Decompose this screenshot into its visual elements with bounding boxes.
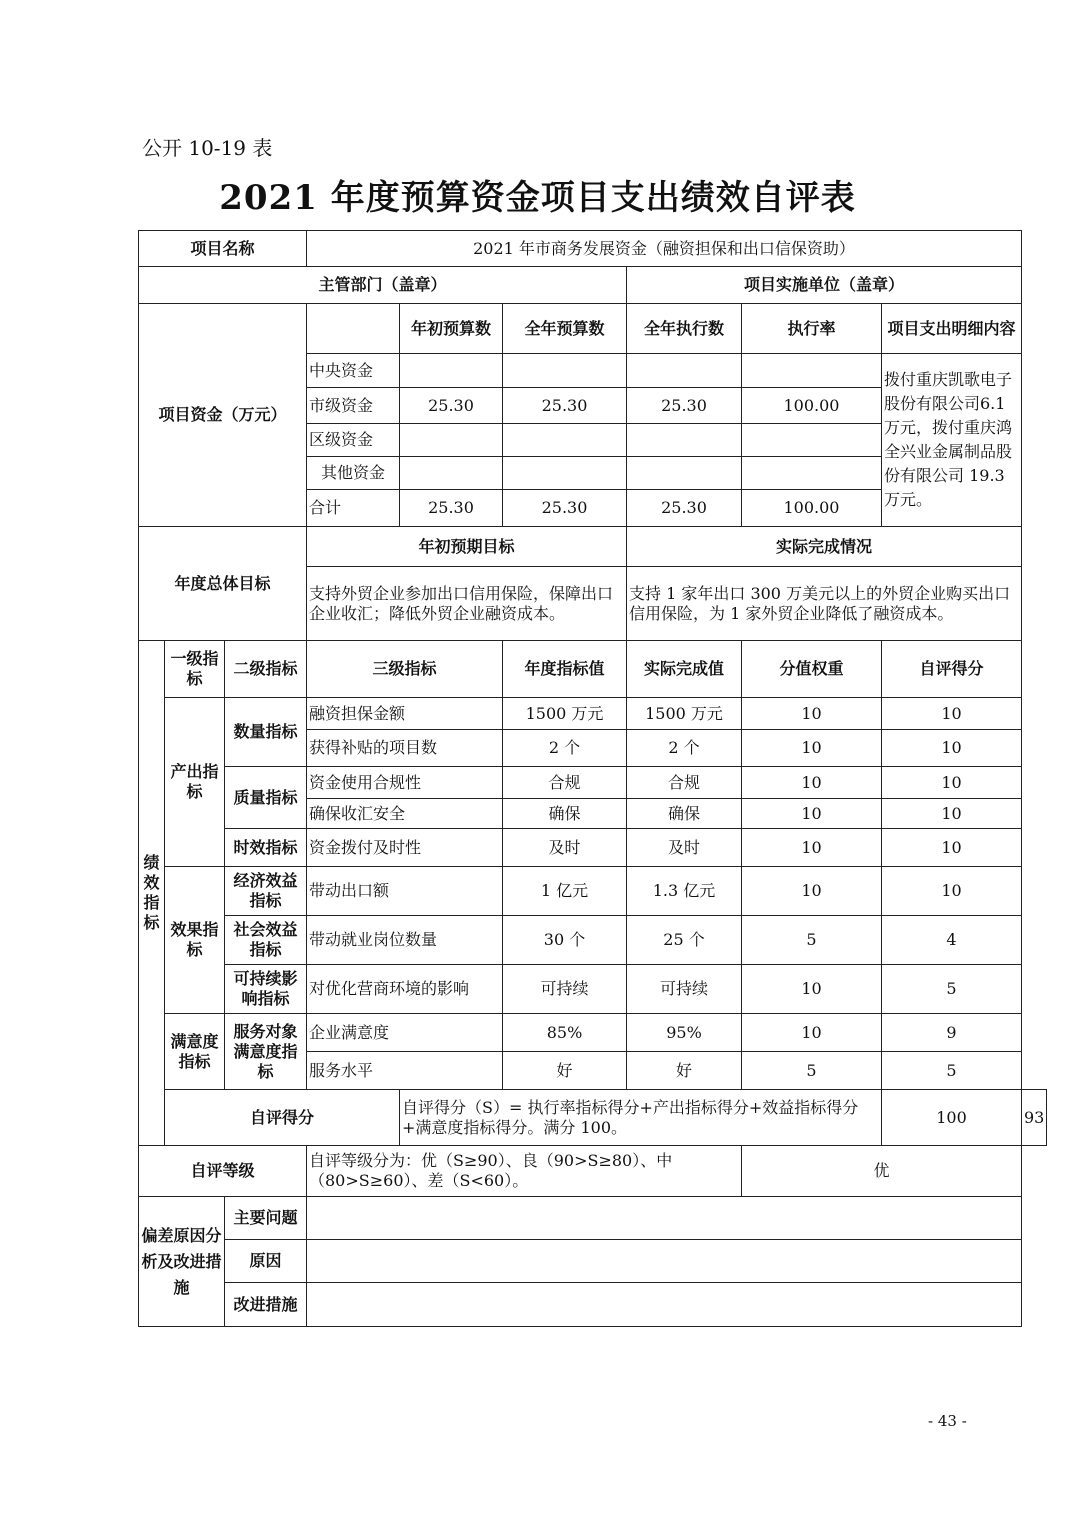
goals-expected: 支持外贸企业参加出口信用保险，保障出口企业收汇；降低外贸企业融资成本。 [307, 567, 627, 641]
department-row [139, 267, 1047, 304]
fund-initial [400, 354, 503, 388]
indicator-name: 获得补贴的项目数 [307, 730, 503, 767]
project-name-label: 项目名称 [139, 231, 307, 267]
problems-label: 主要问题 [225, 1197, 307, 1240]
fund-name: 市级资金 [307, 388, 400, 424]
indicator-score: 10 [882, 829, 1022, 867]
deviation-row [139, 1240, 1047, 1283]
indicator-score: 10 [882, 698, 1022, 730]
indicator-weight: 10 [742, 867, 882, 916]
header-weight: 分值权重 [742, 641, 882, 698]
fund-annual [503, 457, 627, 490]
indicators-section-label: 绩效指标 [139, 641, 165, 1146]
deviation-label: 偏差原因分析及改进措施 [139, 1197, 225, 1327]
fund-total-executed: 25.30 [627, 490, 742, 527]
measures-value [307, 1283, 1022, 1327]
level1-output: 产出指标 [165, 698, 225, 867]
goals-label: 年度总体目标 [139, 527, 307, 641]
indicator-name: 对优化营商环境的影响 [307, 965, 503, 1014]
indicator-target: 1500 万元 [503, 698, 627, 730]
fund-executed [627, 424, 742, 457]
level1-effect: 效果指标 [165, 867, 225, 1014]
indicator-score: 5 [882, 965, 1022, 1014]
indicator-target: 1 亿元 [503, 867, 627, 916]
funds-header-detail: 项目支出明细内容 [882, 304, 1022, 354]
indicator-score: 4 [882, 916, 1022, 965]
fund-rate: 100.00 [742, 388, 882, 424]
fund-name: 区级资金 [307, 424, 400, 457]
indicator-actual: 合规 [627, 767, 742, 799]
indicator-actual: 及时 [627, 829, 742, 867]
fund-annual [503, 354, 627, 388]
header-level2: 二级指标 [225, 641, 307, 698]
indicator-weight: 10 [742, 965, 882, 1014]
indicator-actual: 好 [627, 1052, 742, 1090]
page-number: - 43 - [928, 1412, 967, 1430]
indicator-weight: 10 [742, 698, 882, 730]
self-grade-desc: 自评等级分为：优（S≥90）、良（90>S≥80）、中（80>S≥60）、差（S<60）。 [307, 1146, 742, 1197]
funds-header-blank [307, 304, 400, 354]
fund-initial [400, 424, 503, 457]
fund-executed [627, 354, 742, 388]
funds-header-initial: 年初预算数 [400, 304, 503, 354]
indicator-target: 30 个 [503, 916, 627, 965]
level2-social: 社会效益指标 [225, 916, 307, 965]
indicator-name: 带动出口额 [307, 867, 503, 916]
fund-total-annual: 25.30 [503, 490, 627, 527]
goals-expected-header: 年初预期目标 [307, 527, 627, 567]
funds-header-annual: 全年预算数 [503, 304, 627, 354]
indicator-score: 5 [882, 1052, 1022, 1090]
indicator-row [139, 1014, 1047, 1052]
reasons-label: 原因 [225, 1240, 307, 1283]
goals-actual: 支持 1 家年出口 300 万美元以上的外贸企业购买出口信用保险，为 1 家外贸企业降低了融资成本。 [627, 567, 1022, 641]
goals-header-row [139, 527, 1047, 567]
fund-total-initial: 25.30 [400, 490, 503, 527]
self-grade-row [139, 1146, 1047, 1197]
level2-service: 服务对象满意度指标 [225, 1014, 307, 1090]
problems-value [307, 1197, 1022, 1240]
fund-initial: 25.30 [400, 388, 503, 424]
form-code: 公开 10-19 表 [142, 136, 273, 160]
indicator-name: 资金拨付及时性 [307, 829, 503, 867]
level1-satisfaction: 满意度指标 [165, 1014, 225, 1090]
fund-annual [503, 424, 627, 457]
fund-name: 中央资金 [307, 354, 400, 388]
indicator-weight: 10 [742, 799, 882, 829]
self-full-score: 100 [882, 1090, 1022, 1146]
indicator-name: 企业满意度 [307, 1014, 503, 1052]
indicator-row [139, 698, 1047, 730]
self-score-row [139, 1090, 1047, 1146]
indicator-actual: 95% [627, 1014, 742, 1052]
header-score: 自评得分 [882, 641, 1022, 698]
self-score-value: 93 [1022, 1090, 1047, 1146]
indicator-weight: 10 [742, 767, 882, 799]
measures-label: 改进措施 [225, 1283, 307, 1327]
header-target: 年度指标值 [503, 641, 627, 698]
level2-quantity: 数量指标 [225, 698, 307, 767]
fund-executed [627, 457, 742, 490]
funds-label: 项目资金（万元） [139, 304, 307, 527]
header-level1: 一级指标 [165, 641, 225, 698]
indicator-actual: 确保 [627, 799, 742, 829]
fund-rate [742, 354, 882, 388]
unit-label: 项目实施单位（盖章） [627, 267, 1022, 304]
indicator-score: 10 [882, 767, 1022, 799]
indicator-row [139, 965, 1047, 1014]
indicator-target: 85% [503, 1014, 627, 1052]
indicator-score: 10 [882, 799, 1022, 829]
fund-initial [400, 457, 503, 490]
indicator-row [139, 867, 1047, 916]
indicator-row [139, 916, 1047, 965]
project-name-value: 2021 年市商务发展资金（融资担保和出口信保资助） [307, 231, 1022, 267]
self-score-label: 自评得分 [165, 1090, 400, 1146]
indicator-target: 好 [503, 1052, 627, 1090]
level2-quality: 质量指标 [225, 767, 307, 829]
header-actual: 实际完成值 [627, 641, 742, 698]
fund-name: 其他资金 [307, 457, 400, 490]
indicator-target: 及时 [503, 829, 627, 867]
indicator-actual: 1500 万元 [627, 698, 742, 730]
deviation-row [139, 1197, 1047, 1240]
indicator-actual: 1.3 亿元 [627, 867, 742, 916]
fund-rate [742, 424, 882, 457]
indicator-weight: 5 [742, 916, 882, 965]
evaluation-table [138, 230, 1047, 1327]
indicator-weight: 10 [742, 1014, 882, 1052]
indicator-actual: 25 个 [627, 916, 742, 965]
indicator-target: 确保 [503, 799, 627, 829]
indicator-score: 9 [882, 1014, 1022, 1052]
fund-executed: 25.30 [627, 388, 742, 424]
funds-header-rate: 执行率 [742, 304, 882, 354]
self-score-desc: 自评得分（S）= 执行率指标得分+产出指标得分+效益指标得分+满意度指标得分。满分 100。 [400, 1090, 882, 1146]
fund-total-name: 合计 [307, 490, 400, 527]
project-name-row [139, 231, 1047, 267]
indicator-name: 服务水平 [307, 1052, 503, 1090]
level2-timeliness: 时效指标 [225, 829, 307, 867]
indicator-name: 带动就业岗位数量 [307, 916, 503, 965]
level2-economic: 经济效益指标 [225, 867, 307, 916]
self-grade-value: 优 [742, 1146, 1022, 1197]
indicator-row [139, 829, 1047, 867]
indicator-weight: 10 [742, 829, 882, 867]
deviation-row [139, 1283, 1047, 1327]
funds-header-executed: 全年执行数 [627, 304, 742, 354]
indicator-actual: 2 个 [627, 730, 742, 767]
indicator-name: 确保收汇安全 [307, 799, 503, 829]
indicator-score: 10 [882, 867, 1022, 916]
fund-detail: 拨付重庆凯歌电子股份有限公司6.1万元，拨付重庆鸿全兴业金属制品股份有限公司 19.3 万元。 [882, 354, 1022, 527]
indicator-row [139, 767, 1047, 799]
fund-total-rate: 100.00 [742, 490, 882, 527]
level2-sustainable: 可持续影响指标 [225, 965, 307, 1014]
indicator-target: 合规 [503, 767, 627, 799]
indicator-weight: 10 [742, 730, 882, 767]
indicator-weight: 5 [742, 1052, 882, 1090]
header-level3: 三级指标 [307, 641, 503, 698]
indicator-actual: 可持续 [627, 965, 742, 1014]
indicator-target: 2 个 [503, 730, 627, 767]
dept-label: 主管部门（盖章） [139, 267, 627, 304]
indicator-name: 融资担保金额 [307, 698, 503, 730]
fund-annual: 25.30 [503, 388, 627, 424]
indicator-target: 可持续 [503, 965, 627, 1014]
reasons-value [307, 1240, 1022, 1283]
indicators-header-row [139, 641, 1047, 698]
funds-header-row [139, 304, 1047, 354]
fund-rate [742, 457, 882, 490]
goals-actual-header: 实际完成情况 [627, 527, 1022, 567]
indicator-score: 10 [882, 730, 1022, 767]
self-grade-label: 自评等级 [139, 1146, 307, 1197]
document-title: 2021 年度预算资金项目支出绩效自评表 [219, 178, 856, 218]
indicator-name: 资金使用合规性 [307, 767, 503, 799]
